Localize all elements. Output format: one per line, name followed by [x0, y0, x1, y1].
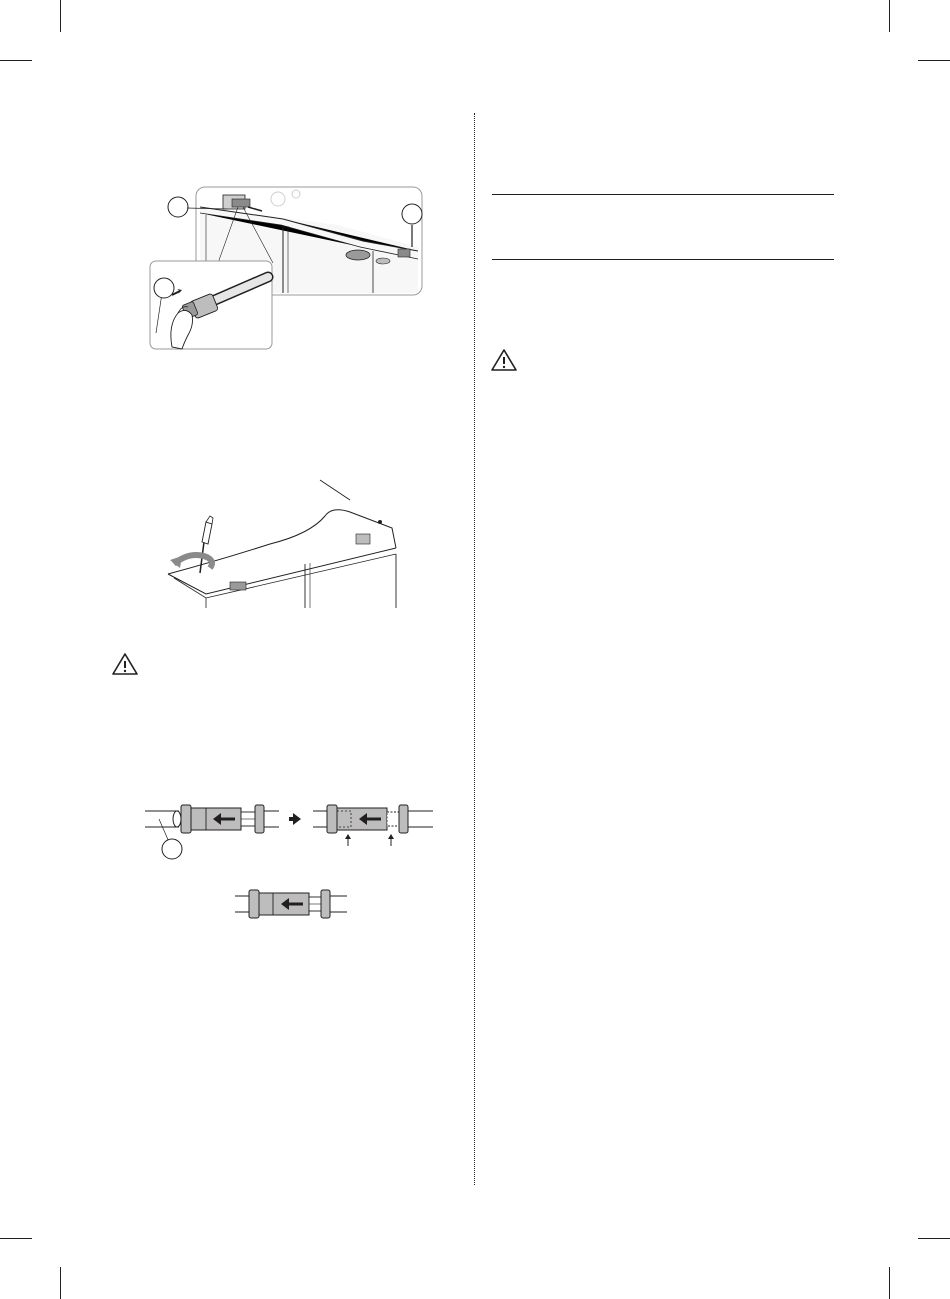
crop-mark — [60, 1267, 61, 1299]
warning-triangle-icon — [490, 348, 518, 372]
crop-mark — [60, 0, 61, 32]
section-rule-top — [492, 194, 834, 195]
top-cover-screw-figure — [160, 478, 410, 610]
column-divider — [474, 113, 475, 1185]
water-filter-connector-figure — [143, 800, 438, 925]
crop-mark — [0, 60, 32, 61]
crop-mark — [918, 60, 950, 61]
callout-circle — [161, 838, 183, 860]
callout-line — [187, 205, 227, 211]
crop-mark — [918, 1238, 950, 1239]
callout-circle — [153, 277, 175, 299]
callout-circle — [401, 203, 423, 225]
warning-triangle-icon — [111, 652, 139, 676]
crop-mark — [889, 0, 890, 32]
section-rule-bottom — [492, 259, 834, 260]
crop-mark — [889, 1267, 890, 1299]
crop-mark — [0, 1238, 32, 1239]
callout-circle — [167, 196, 189, 218]
